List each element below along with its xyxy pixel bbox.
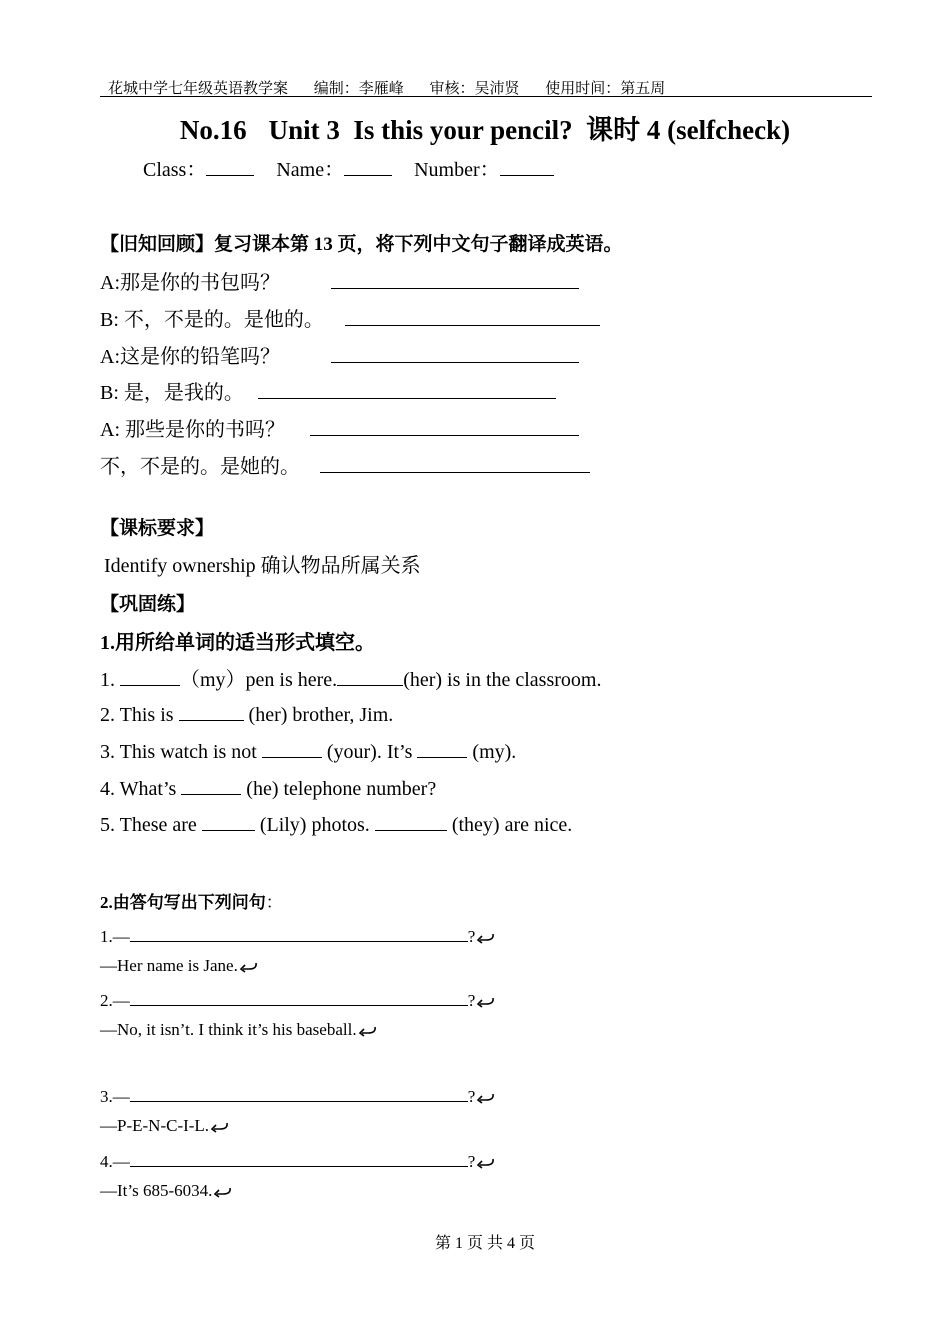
review-text-6: 不，不是的。是她的。 [100,456,300,478]
q5-text-1: 5. These are [100,814,197,836]
q1-blank-2[interactable] [337,665,403,686]
q4-text-2: (he) telephone number? [246,778,437,800]
number-blank[interactable] [500,155,554,176]
question-line-1 [100,924,496,947]
q-prefix-2: 2.— [100,991,130,1010]
review-blank-1[interactable] [331,288,579,289]
question-line-3 [100,1084,496,1107]
return-arrow-icon [239,961,259,973]
review-blank-6[interactable] [320,472,590,473]
qmark-3: ? [467,1087,476,1106]
part2-title [100,888,283,913]
exercise-1 [100,663,601,692]
return-arrow-icon [476,996,496,1008]
q2-blank[interactable] [179,700,244,721]
qmark-2: ? [467,991,476,1010]
answer-text-2: —No, it isn’t. I think it’s his baseball. [100,1020,357,1039]
q4-blank[interactable] [181,774,241,795]
q3-text-1: 3. This watch is not [100,741,257,763]
part2-colon: ： [265,893,283,912]
header-editor: 编制：李雁峰 [313,81,404,97]
review-line-3 [100,340,280,369]
class-blank[interactable] [206,155,254,176]
review-text-2: B: 不，不是的。是他的。 [100,309,324,331]
q3-text-3: (my). [472,741,517,763]
name-blank[interactable] [344,155,392,176]
answer-line-2 [100,1020,378,1040]
review-blank-3[interactable] [331,362,579,363]
title-number: No.16 [179,115,247,145]
return-arrow-icon [476,1092,496,1104]
standard-text: Identify ownership 确认物品所属关系 [104,555,421,577]
header-reviewer: 审核：吴沛贤 [429,81,520,97]
page-footer: 第 1 页 共 4 页 [434,1235,535,1252]
q1-number: 1. [100,669,115,691]
q1-text-2: (her) is in the classroom. [403,669,602,691]
question-line-4 [100,1149,496,1172]
answer-line-1 [100,956,259,976]
review-blank-4[interactable] [258,398,556,399]
part2-title-text: 由答句写出下列问句 [112,893,266,912]
q-prefix-1: 1.— [100,927,130,946]
review-line-1 [100,266,280,295]
header-divider [100,96,872,97]
practice-heading: 【巩固练】 [100,594,196,615]
answer-text-3: —P-E-N-C-I-L. [100,1116,210,1135]
qmark-1: ? [467,927,476,946]
q2-text-2: (her) brother, Jim. [248,704,394,726]
question-blank-1[interactable] [130,924,468,942]
question-blank-2[interactable] [130,988,468,1006]
question-line-2 [100,988,496,1011]
answer-line-3 [100,1116,230,1136]
question-blank-3[interactable] [130,1084,468,1102]
review-blank-2[interactable] [345,325,600,326]
q-prefix-4: 4.— [100,1152,130,1171]
q2-text-1: 2. This is [100,704,174,726]
return-arrow-icon [476,932,496,944]
review-text-1: A:那是你的书包吗？ [100,272,280,294]
q3-text-2: (your). It’s [326,741,413,763]
review-line-4 [100,376,244,405]
q5-blank-2[interactable] [375,810,447,831]
page-header [108,77,687,98]
part2-number: 2. [100,893,113,912]
review-blank-5[interactable] [310,435,579,436]
return-arrow-icon [210,1121,230,1133]
answer-line-4 [100,1181,233,1201]
exercise-4 [100,774,436,801]
return-arrow-icon [476,1157,496,1169]
exercise-5 [100,810,572,837]
page-title [0,108,950,147]
review-text-5: A: 那些是你的书吗？ [100,419,285,441]
review-line-6 [100,450,300,479]
header-school: 花城中学七年级英语教学案 [108,81,289,97]
q1-blank-1[interactable] [120,665,180,686]
answer-text-1: —Her name is Jane. [100,956,238,975]
answer-text-4: —It’s 685-6034. [100,1181,213,1200]
question-blank-4[interactable] [130,1149,468,1167]
review-line-2 [100,303,324,332]
review-text-4: B: 是，是我的。 [100,382,244,404]
student-info-line [143,153,554,182]
review-text-3: A:这是你的铅笔吗？ [100,346,280,368]
class-label: Class： [143,159,207,181]
exercise-3 [100,737,516,764]
exercise-2 [100,700,393,727]
number-label: Number： [414,159,500,181]
q1-text-1: （my）pen is here. [180,669,338,691]
q3-blank-2[interactable] [417,737,467,758]
q5-blank-1[interactable] [202,810,255,831]
part1-title: 1.用所给单词的适当形式填空。 [100,632,375,654]
review-heading: 【旧知回顾】复习课本第 13 页，将下列中文句子翻译成英语。 [100,234,623,255]
review-line-5 [100,413,285,442]
q4-text-1: 4. What’s [100,778,177,800]
q-prefix-3: 3.— [100,1087,130,1106]
return-arrow-icon [358,1025,378,1037]
name-label: Name： [276,159,345,181]
q5-text-2: (Lily) photos. [259,814,370,836]
q5-text-3: (they) are nice. [451,814,573,836]
return-arrow-icon [213,1186,233,1198]
header-time: 使用时间：第五周 [545,81,666,97]
q3-blank-1[interactable] [262,737,322,758]
qmark-4: ? [467,1152,476,1171]
title-main: Unit 3 Is this your pencil? 课时 4 (selfcheck) [268,115,791,145]
standard-heading: 【课标要求】 [100,518,215,539]
